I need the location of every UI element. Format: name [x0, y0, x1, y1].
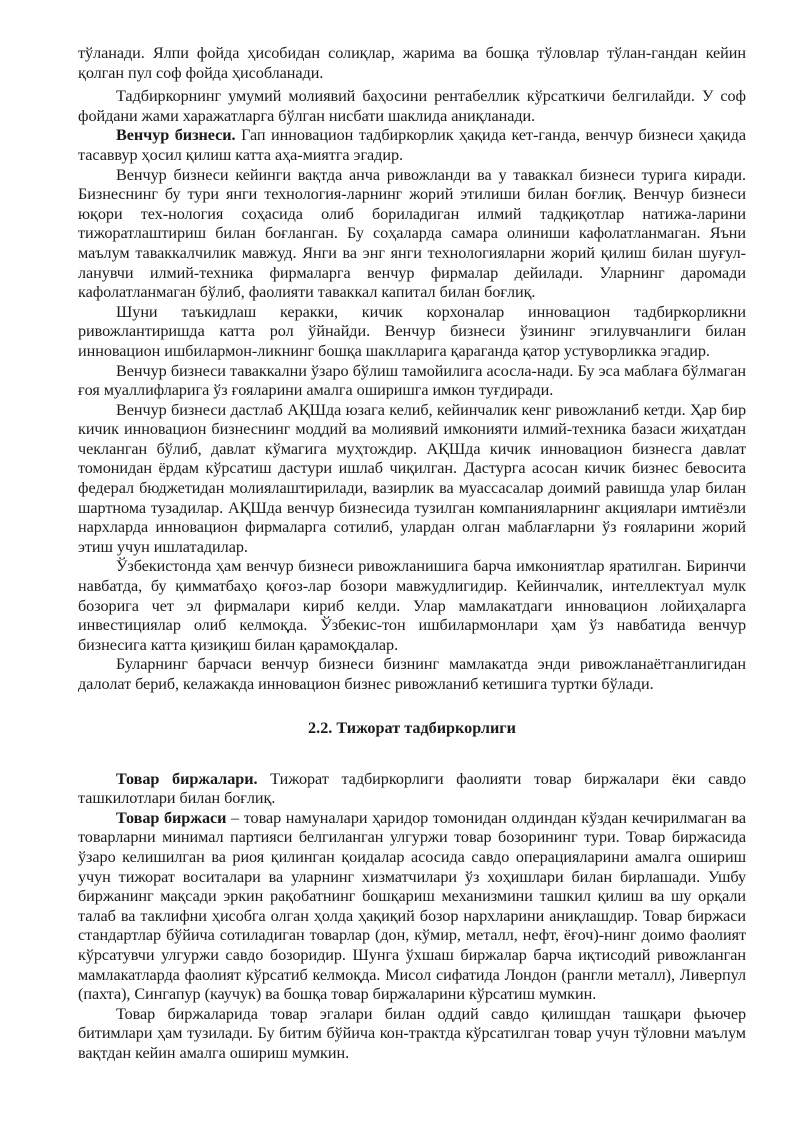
paragraph-venture-intro: Венчур бизнеси. Гап инновацион тадбиркорлик ҳақида кет-ганда, венчур бизнеси ҳақида тасаввур ҳосил қилиш катта аҳа-миятга эгадир. — [78, 126, 746, 164]
paragraph-7: Венчур бизнеси дастлаб АҚШда юзага келиб, кейинчалик кенг ривожланиб кетди. Ҳар бир кичик инновацион бизнеснинг моддий ва молиявий имконияти илмий-техника базаси жиҳатдан чекланган бўлиб, давлат кўмагига муҳтождир. АҚШда кичик инновацион бизнесга давлат томонидан ёрдам кўрсатиш дастури ишлаб чиқилган. Дастурга асосан кичик бизнес бевосита федерал бюджетидан молиялаштирилади, вазирлик ва муассасалар доимий равишда улар билан шартнома тузадилар. АҚШда венчур бизнесида тузилган компанияларнинг акциялари имтиёзли нархларда инновацион фирмаларга сотилиб, улардан олган маблағларни ўз ғояларини жорий этиш учун ишлатадилар. — [78, 400, 746, 556]
paragraph-4: Венчур бизнеси кейинги вақтда анча ривожланди ва у таваккал бизнеси турига киради. Бизнеснинг бу тури янги технология-ларнинг жорий этилиши билан боғлиқ. Венчур бизнеси юқори тех-нология соҳасида олиб бориладиган илмий тадқиқотлар натижа-ларини тижоратлаштириш билан боғланган. Бу соҳаларда самара олиниши кафолатланмаган. Яъни маълум таваккалчилик мавжуд. Янги ва энг янги технологияларни жорий қилиш билан шуғул-ланувчи илмий-техника фирмаларга венчур фирмалар дейилади. Уларнинг даромади кафолатланмаган бўлиб, фаолияти таваккал капитал билан боғлиқ. — [78, 165, 746, 302]
section-heading: 2.2. Тижорат тадбиркорлиги — [308, 718, 516, 737]
paragraph-2: Тадбиркорнинг умумий молиявий баҳосини рентабеллик кўрсаткичи белгилайди. У соф фойдани жами харажатларга бўлган нисбати шаклида аниқланади. — [78, 87, 746, 125]
paragraph-futures: Товар биржаларида товар эгалари билан оддий савдо қилишдан ташқари фьючер битимлари ҳам тузилади. Бу битим бўйича кон-трактда кўрсатилган товар учун тўловни маълум вақтдан кейин амалга ошириш мумкин. — [78, 1004, 746, 1062]
paragraph-8: Ўзбекистонда ҳам венчур бизнеси ривожланишига барча имкониятлар яратилган. Биринчи навбатда, бу қимматбаҳо қоғоз-лар бозори мавжудлигидир. Кейинчалик, интеллектуал мулк бозорига чет эл фирмалари кириб келди. Улар мамлакатдаги инновацион лойиҳаларга инвестициялар олиб келмоқда. Ўзбекис-тон ишбилармонлари ҳам ўз навбатида венчур бизнесига катта қизиқиш билан қарамоқдалар. — [78, 557, 746, 654]
paragraph-5: Шуни таъкидлаш керакки, кичик корхоналар инновацион тадбиркорликни ривожлантиришда катта рол ўйнайди. Венчур бизнеси ўзининг эгилувчанлиги билан инновацион ишбилармон-ликнинг бошқа шаклларига қараганда қатор устуворликка эгадир. — [78, 302, 746, 360]
paragraph-9: Буларнинг барчаси венчур бизнеси бизнинг мамлакатда энди ривожланаётганлигидан далолат бериб, келажакда инновацион бизнес ривожланиб кетишига туртки бўлади. — [78, 655, 746, 693]
paragraph-6: Венчур бизнеси таваккални ўзаро бўлиш тамойилига асосла-нади. Бу эса маблаға бўлмаган ғоя муаллифларига ўз ғояларини амалга оширишга имкон туғдиради. — [78, 361, 746, 400]
term-venture-business: Венчур бизнеси. — [116, 126, 236, 145]
paragraph-commodity-exchange-definition: Товар биржаси – товар намуналари ҳаридор томонидан олдиндан кўздан кечирилмаган ва товарларни минимал партияси белгиланган улгуржи товар бозорининг тури. Товар биржасида ўзаро келишилган ва риоя қилинган қоидалар асосида савдо операцияларини амалга ошириш учун тижорат воситалари ва уларнинг хизматчилари ўз хоҳишлари билан бирлашади. Ушбу биржанинг мақсади эркин рақобатнинг бошқариш механизмини ташкил қилиш ва шу орқали талаб ва таклифни ҳисобга олган ҳолда ҳақиқий бозор нархларини аниқлашдир. Товар биржаси стандартлар бўйича сотиладиган товарлар (дон, кўмир, металл, нефт, ёғоч)-нинг доимо фаолият кўрсатувчи улгуржи савдо бозоридир. Шунга ўхшаш биржалар барча иқтисодий ривожланган мамлакатларда фаолият кўрсатиб келмоқда. Мисол сифатида Лондон (рангли металл), Ливерпул (пахта), Сингапур (каучук) ва бошқа товар биржаларини кўрсатиш мумкин. — [78, 808, 746, 1004]
term-commodity-exchanges: Товар биржалари. — [116, 769, 258, 788]
paragraph-1: тўланади. Ялпи фойда ҳисобидан солиқлар, жарима ва бошқа тўловлар тўлан-гандан кейин қолган пул соф фойда ҳисобланади. — [78, 44, 746, 82]
paragraph-commodity-exchanges: Товар биржалари. Тижорат тадбиркорлиги фаолияти товар биржалари ёки савдо ташкилотлари билан боғлиқ. — [78, 769, 746, 808]
term-commodity-exchange: Товар биржаси — [116, 808, 227, 827]
